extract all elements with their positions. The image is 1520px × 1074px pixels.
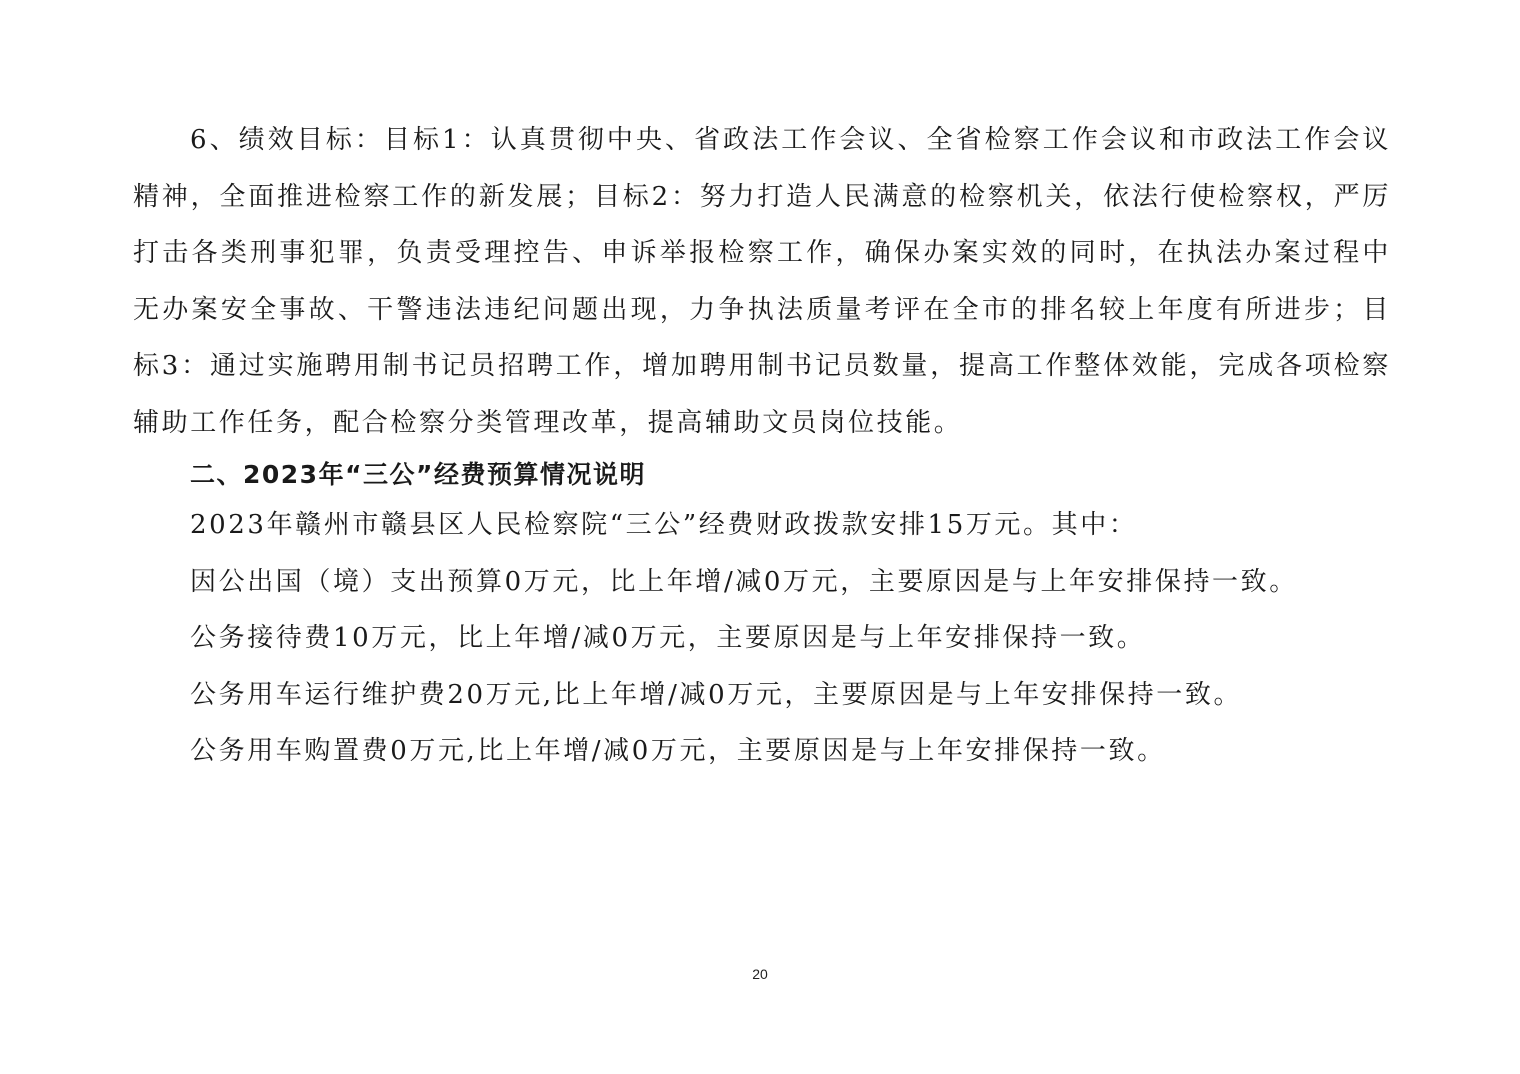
vehicle-maintenance-budget-line: 公务用车运行维护费20万元,比上年增/减0万元，主要原因是与上年安排保持一致。 bbox=[190, 680, 1243, 710]
official-reception-budget-line: 公务接待费10万元，比上年增/减0万元，主要原因是与上年安排保持一致。 bbox=[190, 623, 1146, 653]
vehicle-purchase-budget-line: 公务用车购置费0万元,比上年增/减0万元，主要原因是与上年安排保持一致。 bbox=[190, 736, 1166, 766]
budget-total-line: 2023年赣州市赣县区人民检察院“三公”经费财政拨款安排15万元。其中： bbox=[190, 510, 1138, 540]
section-heading-three-public-budget: 二、2023年“三公”经费预算情况说明 bbox=[190, 460, 646, 489]
page-number: 20 bbox=[752, 966, 768, 982]
overseas-travel-budget-line: 因公出国（境）支出预算0万元，比上年增/减0万元，主要原因是与上年安排保持一致。 bbox=[190, 567, 1298, 597]
performance-goals-paragraph: 6、绩效目标：目标1：认真贯彻中央、省政法工作会议、全省检察工作会议和市政法工作会议精神，全面推进检察工作的新发展；目标2：努力打造人民满意的检察机关，依法行使检察权，严厉打击各类刑事犯罪，负责受理控告、申诉举报检察工作，确保办案实效的同时，在执法办案过程中无办案安全事故、干警违法违纪问题出现，力争执法质量考评在全市的排名较上年度有所进步；目标3：通过实施聘用制书记员招聘工作，增加聘用制书记员数量，提高工作整体效能，完成各项检察辅助工作任务，配合检察分类管理改革，提高辅助文员岗位技能。 bbox=[133, 125, 1391, 438]
